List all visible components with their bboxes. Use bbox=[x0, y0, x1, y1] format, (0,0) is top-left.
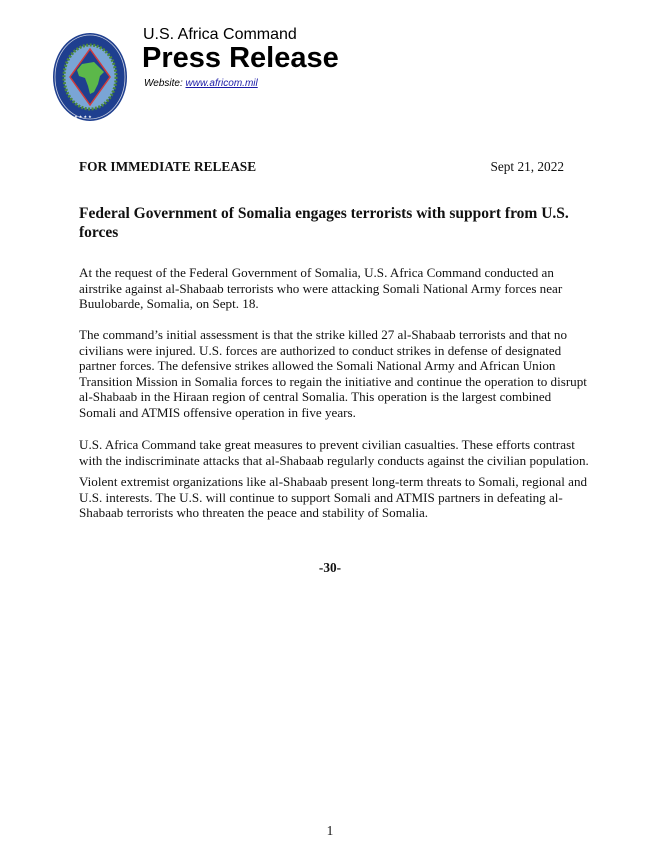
website-line bbox=[144, 78, 258, 89]
svg-text:★ ★ ★ ★ ★ ★ ★: ★ ★ ★ ★ ★ ★ ★ bbox=[60, 114, 92, 119]
website-link[interactable]: www.africom.mil bbox=[185, 78, 258, 89]
paragraph: Violent extremist organizations like al-Shabaab present long-term threats to Somali, regional and U.S. interests. The U.S. will continue to support Somali and ATMIS partners in defeating al-Shabaab terrorists who threaten the peace and stability of Somalia. bbox=[79, 474, 588, 521]
paragraph: The command’s initial assessment is that the strike killed 27 al-Shabaab terrorists and that no civilians were injured. U.S. forces are authorized to conduct strikes in defense of designated partner forces. The defensive strikes allowed the Somali National Army and African Union Transition Mission in Somalia forces to regain the initiative and continue the operation to disrupt al-Shabaab in the Hiraan region of central Somalia. This operation is the largest combined Somali and ATMIS offensive operation in five years. bbox=[79, 327, 587, 420]
paragraph: At the request of the Federal Government of Somalia, U.S. Africa Command conducted an airstrike against al-Shabaab terrorists who were attacking Somali National Army forces near Buulobarde, Somalia, on Sept. 18. bbox=[79, 265, 563, 312]
release-label: FOR IMMEDIATE RELEASE bbox=[79, 159, 257, 174]
website-label: Website: bbox=[144, 78, 186, 89]
paragraph: U.S. Africa Command take great measures to prevent civilian casualties. These efforts contrast with the indiscriminate attacks that al-Shabaab regularly conducts against the civilian population. bbox=[79, 437, 589, 468]
page-number: 1 bbox=[326, 823, 334, 838]
africom-seal-icon bbox=[52, 32, 128, 122]
headline: Federal Government of Somalia engages terrorists with support from U.S. forces bbox=[79, 205, 569, 241]
release-date: Sept 21, 2022 bbox=[490, 159, 564, 174]
document-title: Press Release bbox=[142, 42, 339, 74]
end-mark: -30- bbox=[318, 560, 342, 575]
organization-name: U.S. Africa Command bbox=[143, 26, 297, 43]
